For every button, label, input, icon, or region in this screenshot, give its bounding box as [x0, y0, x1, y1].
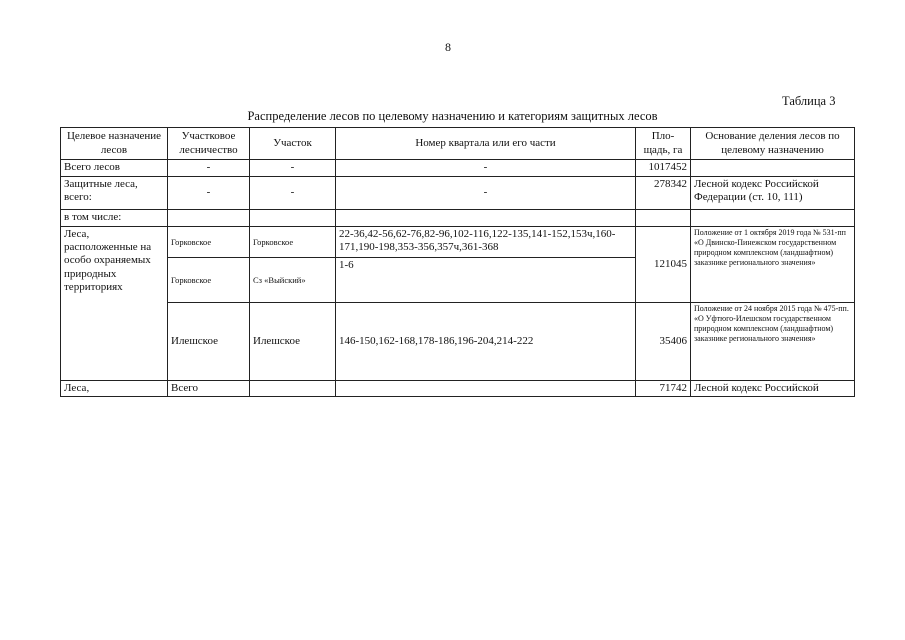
cell-purpose: в том числе: — [61, 210, 168, 227]
table-label: Таблица 3 — [782, 94, 836, 108]
page-number: 8 — [445, 40, 451, 54]
table-title: Распределение лесов по целевому назначению и категориям защитных лесов — [247, 109, 658, 123]
table-header-row — [61, 128, 855, 160]
cell-basis: Положение от 24 ноября 2015 года № 475-пп. «О Уфтюго-Илешском государственном природном комплексном (ландшафтном) заказнике регионального значения» — [691, 303, 855, 381]
cell-basis: Положение от 1 октября 2019 года № 531-пп «О Двинско-Пинежском государственном природном комплексном (ландшафтном) заказнике регионального значения» — [691, 227, 855, 303]
cell-area: 121045 — [636, 227, 691, 303]
cell-plot: Илешское — [250, 303, 336, 381]
cell-district-forestry: Всего — [168, 381, 250, 397]
table-row — [61, 303, 855, 381]
cell-plot — [250, 381, 336, 397]
table-row — [61, 160, 855, 177]
table-row — [61, 177, 855, 210]
cell-quarter: 22-36,42-56,62-76,82-96,102-116,122-135,141-152,153ч,160-171,190-198,353-356,357ч,361-368 — [336, 227, 636, 258]
header-basis: Основание деления лесов по целевому назначению — [691, 128, 855, 160]
cell-area: 71742 — [636, 381, 691, 397]
cell-purpose: Леса, расположенные на особо охраняемых природных территориях — [61, 227, 168, 381]
cell-quarter — [336, 381, 636, 397]
cell-basis: Лесной кодекс Российской Федерации (ст. 10, 111) — [691, 177, 855, 210]
cell-empty — [691, 210, 855, 227]
cell-area: 278342 — [636, 177, 691, 210]
cell-plot: - — [250, 160, 336, 177]
cell-plot: - — [250, 177, 336, 210]
cell-empty — [168, 210, 250, 227]
cell-basis: Лесной кодекс Российской — [691, 381, 855, 397]
cell-empty — [250, 210, 336, 227]
header-plot: Участок — [250, 128, 336, 160]
header-district-forestry: Участковое лесничество — [168, 128, 250, 160]
cell-area: 35406 — [636, 303, 691, 381]
cell-empty — [636, 210, 691, 227]
cell-plot: Сз «Выйский» — [250, 258, 336, 303]
cell-quarter: - — [336, 177, 636, 210]
table-row — [61, 381, 855, 397]
cell-empty — [336, 210, 636, 227]
table-row — [61, 227, 855, 258]
header-area: Пло-щадь, га — [636, 128, 691, 160]
cell-plot: Горковское — [250, 227, 336, 258]
cell-purpose: Защитные леса, всего: — [61, 177, 168, 210]
cell-area: 1017452 — [636, 160, 691, 177]
cell-district-forestry: - — [168, 160, 250, 177]
cell-district-forestry: Илешское — [168, 303, 250, 381]
header-quarter: Номер квартала или его части — [336, 128, 636, 160]
cell-purpose: Леса, — [61, 381, 168, 397]
cell-quarter: 146-150,162-168,178-186,196-204,214-222 — [336, 303, 636, 381]
table-row — [61, 210, 855, 227]
cell-basis — [691, 160, 855, 177]
header-purpose: Целевое назначение лесов — [61, 128, 168, 160]
cell-quarter: - — [336, 160, 636, 177]
cell-purpose: Всего лесов — [61, 160, 168, 177]
cell-district-forestry: - — [168, 177, 250, 210]
cell-district-forestry: Горковское — [168, 258, 250, 303]
cell-quarter: 1-6 — [336, 258, 636, 303]
forest-distribution-table — [60, 127, 855, 397]
cell-district-forestry: Горковское — [168, 227, 250, 258]
